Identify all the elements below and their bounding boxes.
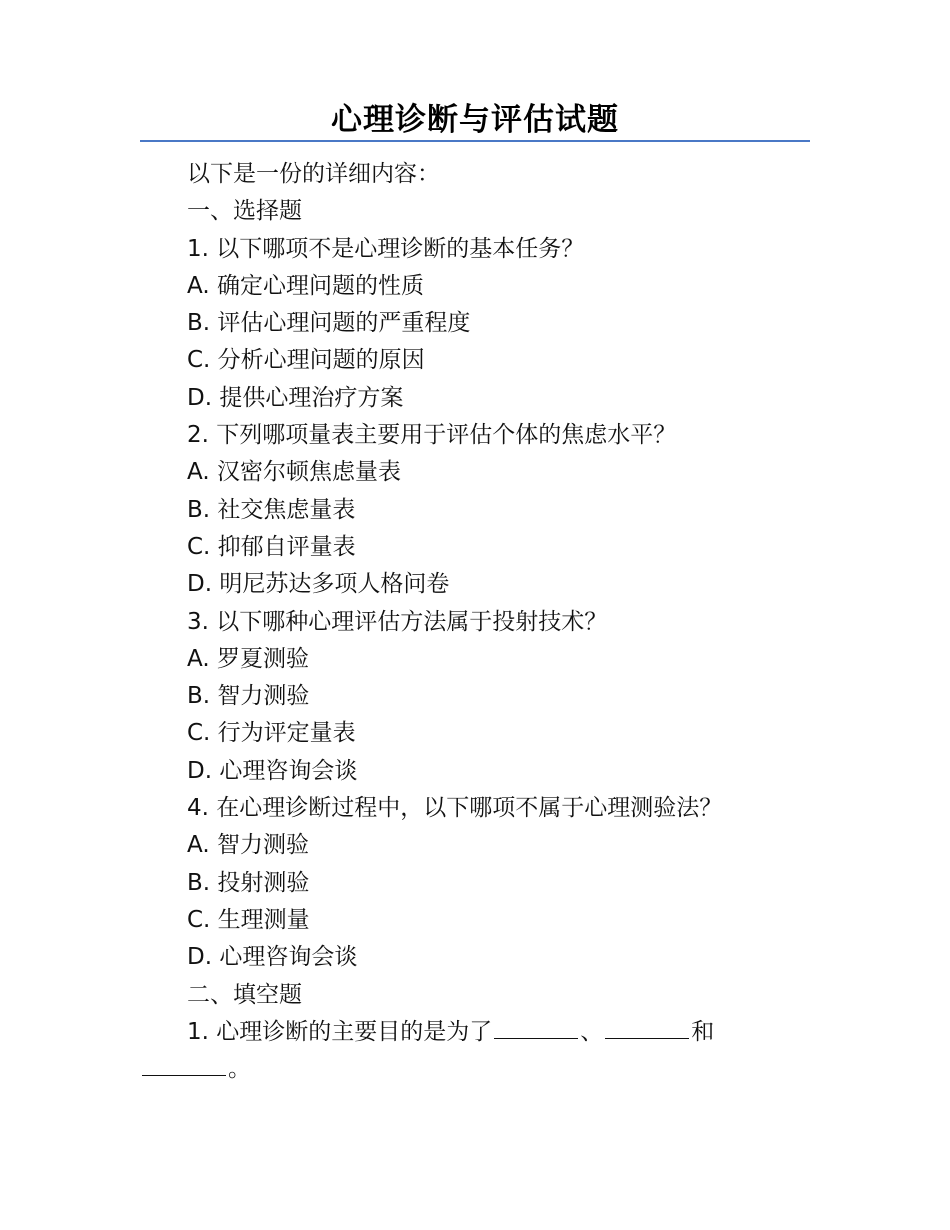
fill-ending: 。 bbox=[228, 1056, 251, 1083]
answer-option: C. 抑郁自评量表 bbox=[187, 533, 356, 560]
answer-option: B. 社交焦虑量表 bbox=[187, 496, 356, 523]
answer-option: A. 确定心理问题的性质 bbox=[187, 272, 424, 299]
fill-conjunction: 和 bbox=[691, 1018, 715, 1045]
answer-option: D. 提供心理治疗方案 bbox=[187, 384, 404, 411]
question-stem: 4. 在心理诊断过程中，以下哪项不属于心理测验法？ bbox=[187, 795, 723, 822]
answer-option: D. 明尼苏达多项人格问卷 bbox=[187, 571, 450, 598]
answer-option: C. 生理测量 bbox=[187, 906, 310, 933]
answer-option: A. 罗夏测验 bbox=[187, 645, 309, 672]
fill-question-continued bbox=[140, 1051, 810, 1088]
answer-option: D. 心理咨询会谈 bbox=[187, 944, 358, 971]
question-stem: 2. 下列哪项量表主要用于评估个体的焦虑水平？ bbox=[187, 422, 677, 449]
fill-question-prefix: 1. 心理诊断的主要目的是为了 bbox=[187, 1018, 493, 1045]
fill-question bbox=[140, 1014, 810, 1051]
title-area bbox=[140, 100, 810, 142]
section-heading-choice: 一、选择题 bbox=[187, 198, 302, 225]
answer-option: D. 心理咨询会谈 bbox=[187, 757, 358, 784]
answer-blank bbox=[494, 1016, 578, 1039]
answer-option: B. 投射测验 bbox=[187, 869, 310, 896]
question-stem: 3. 以下哪种心理评估方法属于投射技术？ bbox=[187, 608, 608, 635]
fill-separator: 、 bbox=[580, 1018, 604, 1045]
answer-blank bbox=[142, 1053, 226, 1076]
answer-option: A. 智力测验 bbox=[187, 832, 309, 859]
document-body bbox=[140, 156, 810, 1088]
section-heading-fill: 二、填空题 bbox=[187, 981, 302, 1008]
answer-blank bbox=[605, 1016, 689, 1039]
answer-option: C. 行为评定量表 bbox=[187, 720, 356, 747]
answer-option: A. 汉密尔顿焦虑量表 bbox=[187, 459, 401, 486]
answer-option: B. 智力测验 bbox=[187, 683, 310, 710]
answer-option: B. 评估心理问题的严重程度 bbox=[187, 310, 471, 337]
intro-text: 以下是一份的详细内容： bbox=[187, 161, 440, 187]
answer-option: C. 分析心理问题的原因 bbox=[187, 347, 425, 374]
question-stem: 1. 以下哪项不是心理诊断的基本任务？ bbox=[187, 235, 585, 262]
page-title: 心理诊断与评估试题 bbox=[331, 102, 619, 138]
